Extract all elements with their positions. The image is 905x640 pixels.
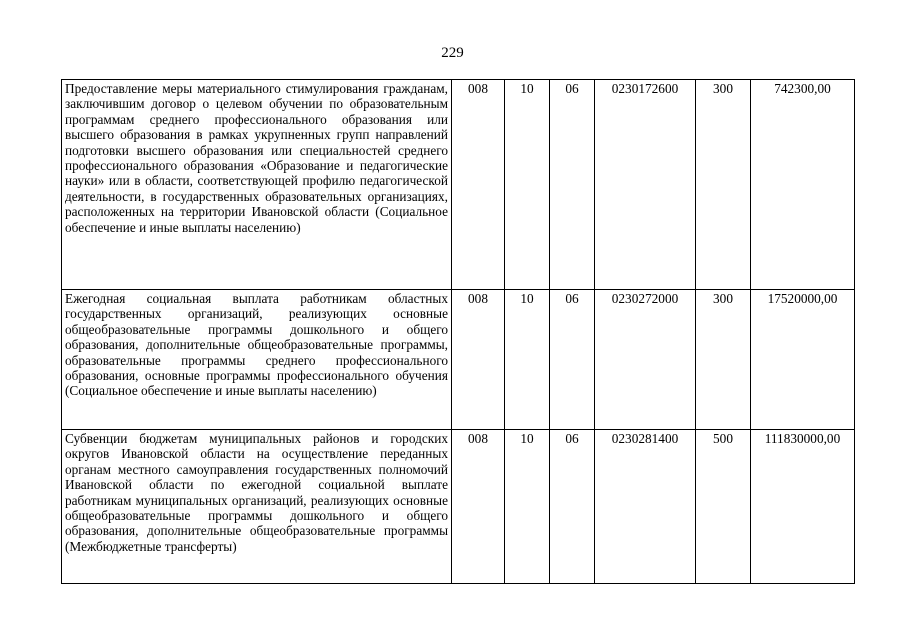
row-description: Предоставление меры материального стимулирования гражданам, заключившим договор о целевом обучении по образовательным программам среднего профессионального образования или высшего образования в рамках укрупненных групп направлений подготовки высшего образования или специальностей среднего профессионального образования «Образование и педагогические науки» или в области, соответствующей профилю педагогической деятельности, в государственных образовательных организациях, расположенных на территории Ивановской области (Социальное обеспечение и иные выплаты населению) bbox=[62, 80, 452, 290]
expense-type-code: 500 bbox=[696, 430, 751, 584]
table-row bbox=[62, 290, 855, 430]
row-description: Субвенции бюджетам муниципальных районов и городских округов Ивановской области на осуществление переданных органам местного самоуправления государственных полномочий Ивановской области по ежегодной социальной выплате работникам муниципальных организаций, реализующих основные общеобразовательные программы дошкольного и общего образования, дополнительные общеобразовательные программы (Межбюджетные трансферты) bbox=[62, 430, 452, 584]
section-code: 10 bbox=[505, 430, 550, 584]
expense-type-code: 300 bbox=[696, 290, 751, 430]
section-code: 10 bbox=[505, 80, 550, 290]
amount: 17520000,00 bbox=[751, 290, 855, 430]
target-article-code: 0230172600 bbox=[595, 80, 696, 290]
subsection-code: 06 bbox=[550, 430, 595, 584]
subsection-code: 06 bbox=[550, 290, 595, 430]
page-number: 229 bbox=[441, 45, 464, 61]
target-article-code: 0230281400 bbox=[595, 430, 696, 584]
ministry-code: 008 bbox=[452, 80, 505, 290]
expense-type-code: 300 bbox=[696, 80, 751, 290]
table-row bbox=[62, 430, 855, 584]
section-code: 10 bbox=[505, 290, 550, 430]
subsection-code: 06 bbox=[550, 80, 595, 290]
ministry-code: 008 bbox=[452, 290, 505, 430]
amount: 111830000,00 bbox=[751, 430, 855, 584]
target-article-code: 0230272000 bbox=[595, 290, 696, 430]
row-description: Ежегодная социальная выплата работникам областных государственных организаций, реализующих основные общеобразовательные программы дошкольного и общего образования, дополнительные общеобразовательные программы, образовательные программы среднего профессионального образования, основные программы профессионального обучения (Социальное обеспечение и иные выплаты населению) bbox=[62, 290, 452, 430]
budget-table bbox=[61, 79, 855, 584]
amount: 742300,00 bbox=[751, 80, 855, 290]
table-row bbox=[62, 80, 855, 290]
ministry-code: 008 bbox=[452, 430, 505, 584]
